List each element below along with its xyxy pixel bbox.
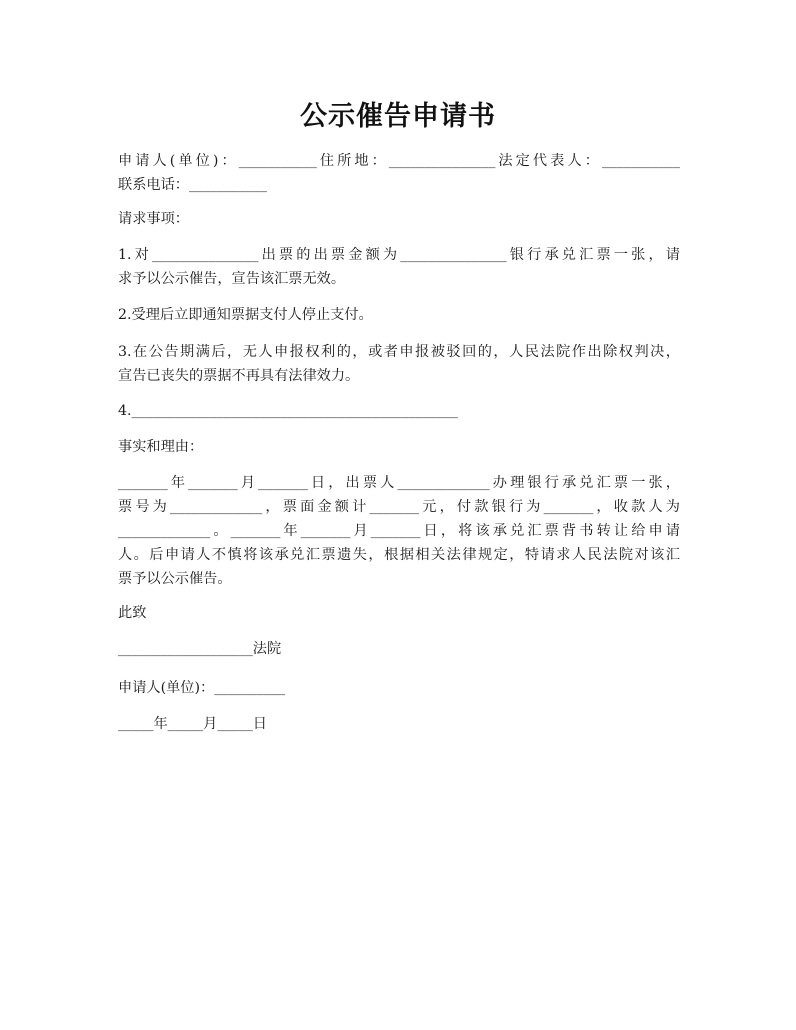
request-item-2: 2.受理后立即通知票据支付人停止支付。 [118,307,373,323]
request-item-1 [118,243,680,291]
court-line: ___________________法院 [118,641,282,657]
facts-heading: 事实和理由： [118,439,204,455]
document-title: 公示催告申请书 [300,101,496,132]
request-heading: 请求事项： [118,211,189,227]
facts-line-5: 票予以公示催告。 [118,571,232,587]
request-item-3 [118,340,680,388]
request-item-4: 4.______________________________________________ [118,403,458,419]
closing-salutation: 此致 [118,605,147,621]
applicant-signature-line: 申请人(单位)：__________ [118,680,286,696]
request-item-1-line-2: 求予以公示催告，宣告该汇票无效。 [118,271,346,287]
facts-line-4: 人。后申请人不慎将该承兑汇票遗失，根据相关法律规定，特请求人民法院对该汇 [118,547,680,563]
request-item-1-line-1: 1.对_______________出票的出票金额为_______________银行承兑汇票一张，请 [118,247,680,263]
request-item-3-line-1: 3.在公告期满后，无人申报权利的，或者申报被驳回的，人民法院作出除权判决， [118,344,680,360]
date-line: _____年_____月_____日 [118,716,267,732]
applicant-info-line-2: 联系电话：___________ [118,177,267,193]
facts-line-3: _____________。_______年_______月_______日，将该承兑汇票背书转让给申请 [118,523,680,539]
facts-paragraph [118,471,680,591]
facts-line-1: _______年_______月_______日，出票人_____________办理银行承兑汇票一张， [118,475,680,491]
applicant-info-line-1: 申请人(单位)：___________住所地：_______________法定代表人：___________ [118,153,680,169]
applicant-info [118,149,680,197]
facts-line-2: 票号为_____________，票面金额计_______元，付款银行为_______，收款人为 [118,499,680,515]
request-item-3-line-2: 宣告已丧失的票据不再具有法律效力。 [118,368,360,384]
